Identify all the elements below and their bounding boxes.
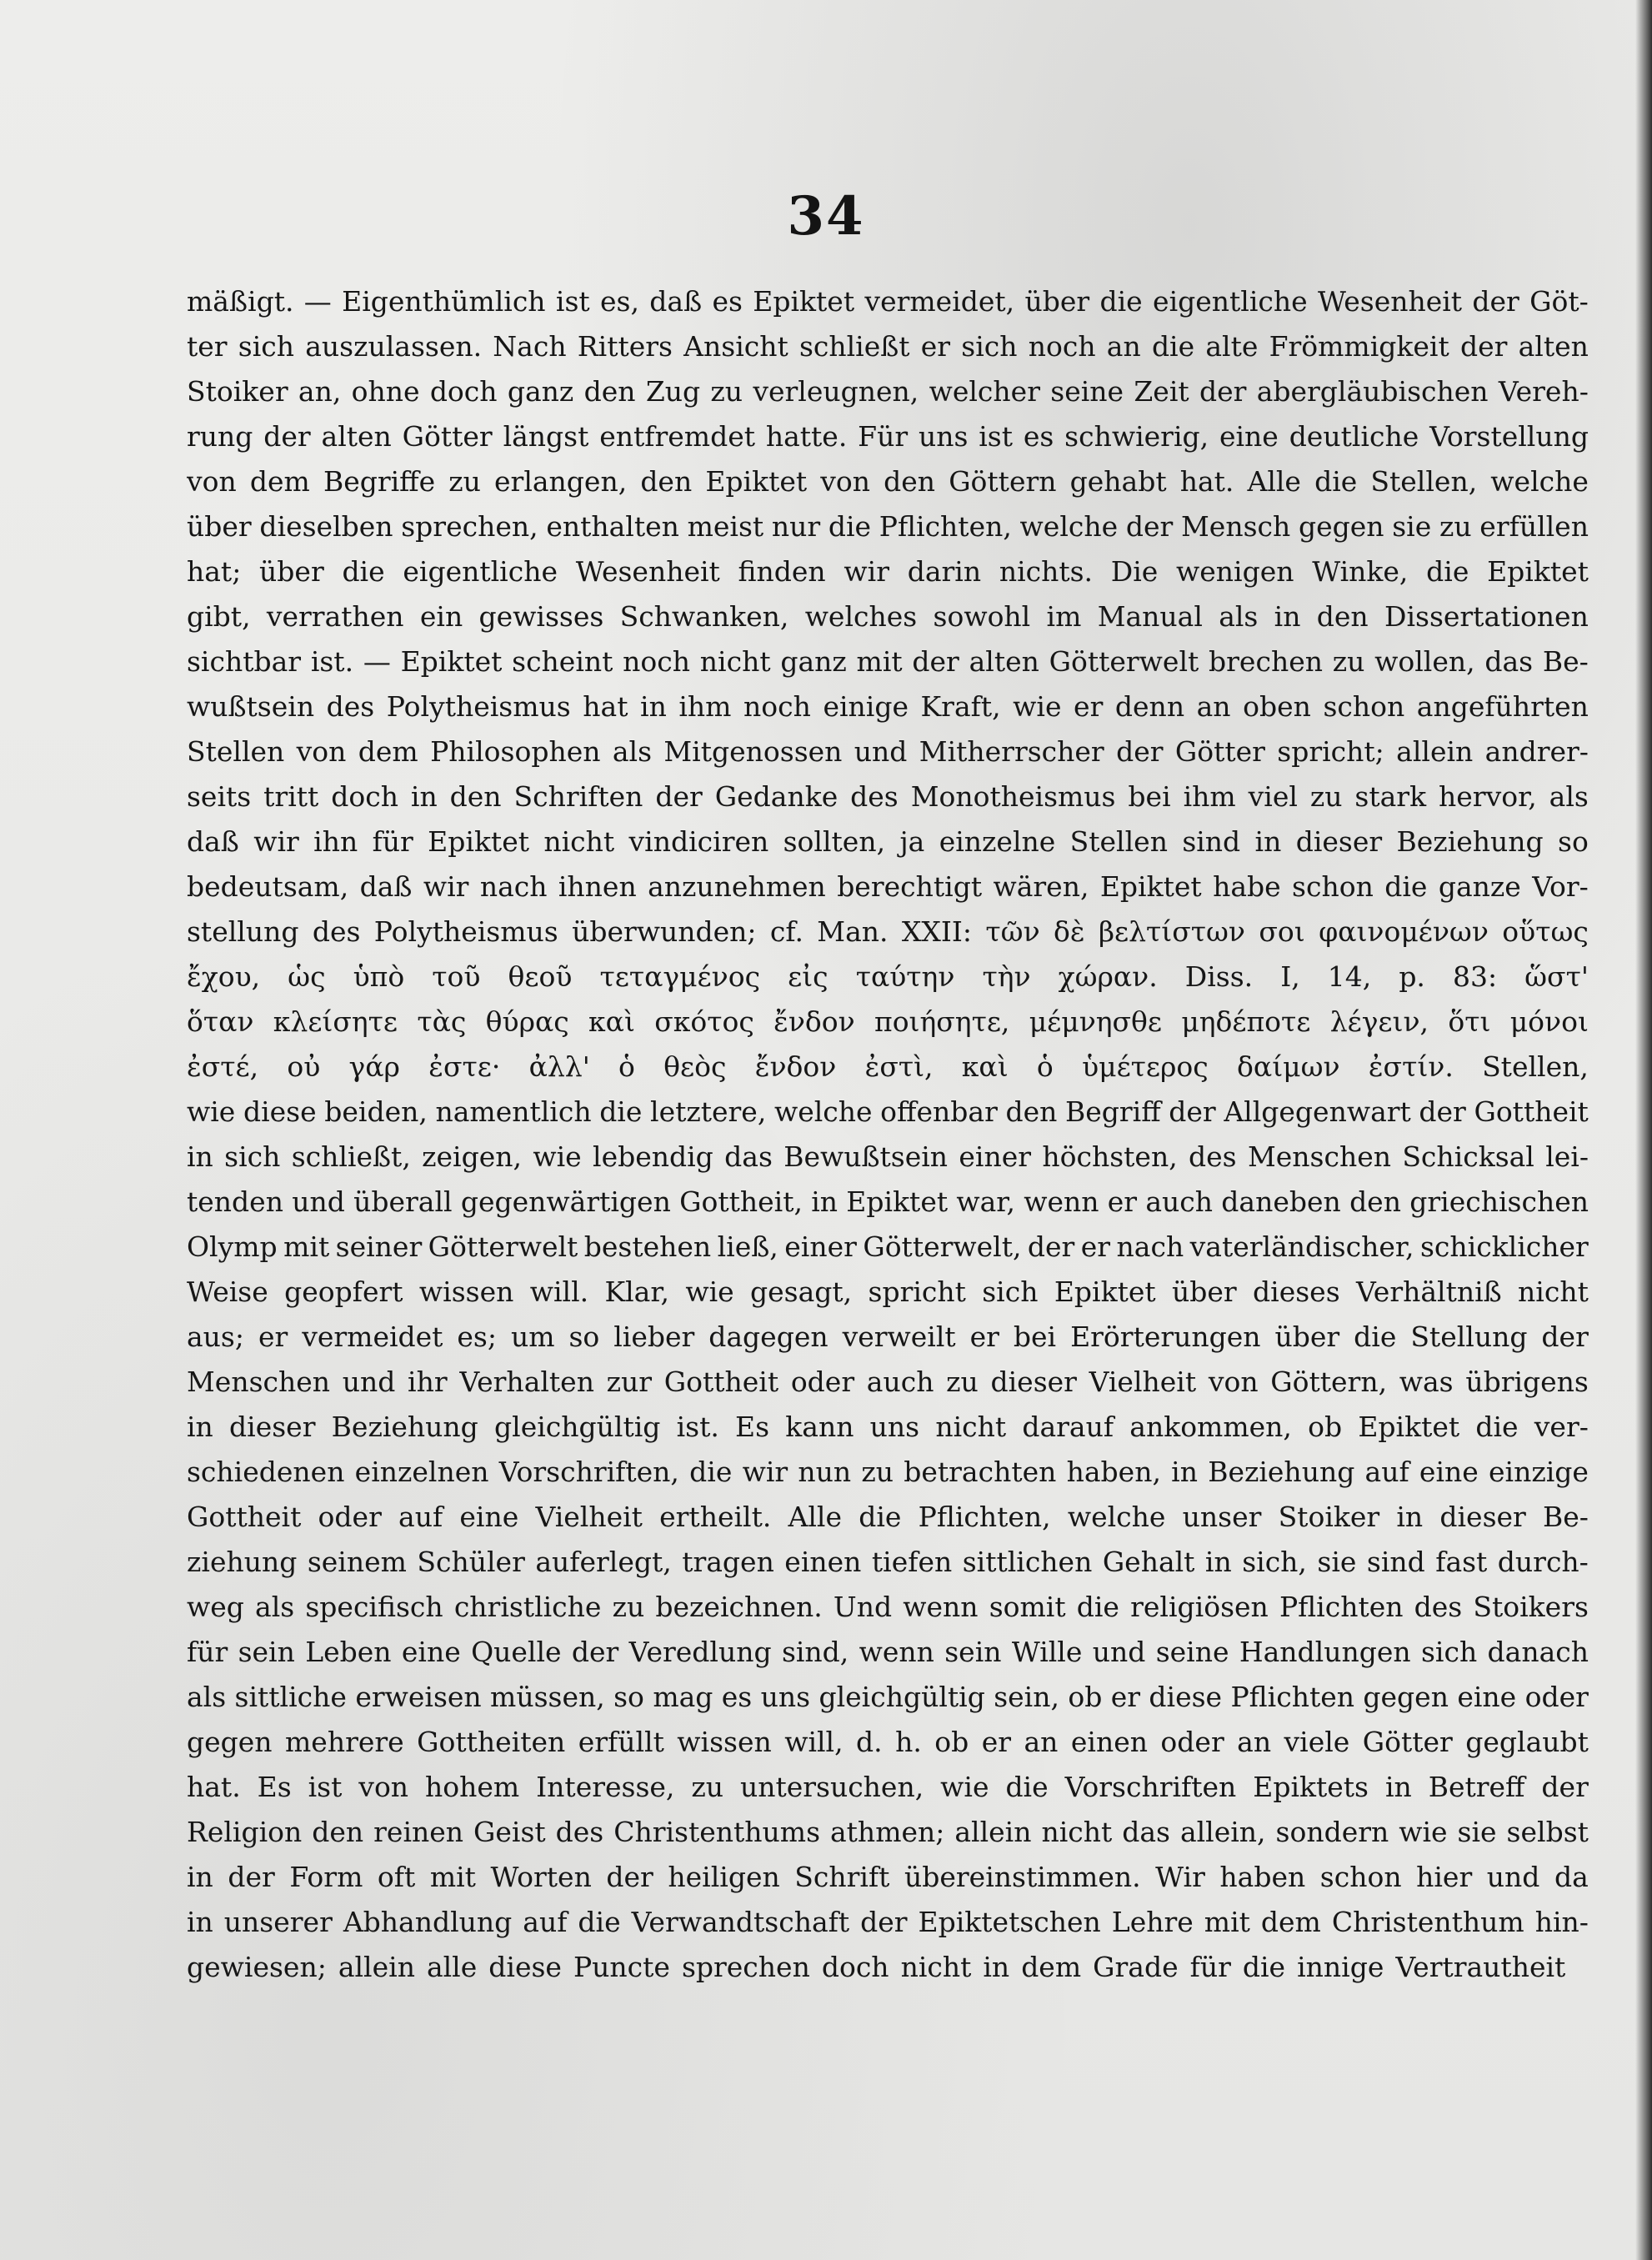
text-line: sichtbar ist. — Epiktet scheint noch nicht ganz mit der alten Götterwelt brechen zu wollen, das Be- [187,645,1589,678]
text-line: mäßigt. — Eigenthümlich ist es, daß es Epiktet vermeidet, über die eigentliche Wesenheit der Göt- [187,285,1589,318]
text-line: Weise geopfert wissen will. Klar, wie gesagt, spricht sich Epiktet über dieses Verhältniß nicht [187,1275,1589,1308]
text-line: weg als specifisch christliche zu bezeichnen. Und wenn somit die religiösen Pflichten des Stoikers [187,1591,1589,1623]
body-text [187,279,1589,1990]
text-line: in sich schließt, zeigen, wie lebendig das Bewußtsein einer höchsten, des Menschen Schicksal lei- [187,1140,1589,1173]
text-line: in dieser Beziehung gleichgültig ist. Es kann uns nicht darauf ankommen, ob Epiktet die ver- [187,1411,1589,1443]
text-line: gegen mehrere Gottheiten erfüllt wissen will, d. h. ob er an einen oder an viele Götter geglaubt [187,1726,1589,1758]
text-line: rung der alten Götter längst entfremdet hatte. Für uns ist es schwierig, eine deutliche Vorstellung [187,420,1589,453]
text-line: als sittliche erweisen müssen, so mag es uns gleichgültig sein, ob er diese Pflichten gegen eine oder [187,1681,1589,1713]
text-line: Religion den reinen Geist des Christenthums athmen; allein nicht das allein, sondern wie sie selbst [187,1816,1589,1848]
text-line: bedeutsam, daß wir nach ihnen anzunehmen berechtigt wären, Epiktet habe schon die ganze Vor- [187,870,1589,903]
text-line: wußtsein des Polytheismus hat in ihm noch einige Kraft, wie er denn an oben schon angeführten [187,690,1589,723]
text-line: über dieselben sprechen, enthalten meist nur die Pflichten, welche der Mensch gegen sie zu erfüllen [187,510,1589,543]
text-line: aus; er vermeidet es; um so lieber dagegen verweilt er bei Erörterungen über die Stellung der [187,1320,1589,1353]
text-line: Stoiker an, ohne doch ganz den Zug zu verleugnen, welcher seine Zeit der abergläubischen Vereh- [187,375,1589,408]
text-line: tenden und überall gegenwärtigen Gottheit, in Epiktet war, wenn er auch daneben den griechischen [187,1185,1589,1218]
text-line: Olymp mit seiner Götterwelt bestehen ließ, einer Götterwelt, der er nach vaterländischer, schicklicher [187,1230,1589,1263]
text-line: gibt, verrathen ein gewisses Schwanken, welches sowohl im Manual als in den Dissertationen [187,600,1589,633]
text-line: von dem Begriffe zu erlangen, den Epiktet von den Göttern gehabt hat. Alle die Stellen, welche [187,465,1589,498]
text-line: für sein Leben eine Quelle der Veredlung sind, wenn sein Wille und seine Handlungen sich danach [187,1636,1589,1668]
text-line: stellung des Polytheismus überwunden; cf. Man. XXII: τῶν δὲ βελτίστων σοι φαινομένων οὕτως [187,915,1589,948]
text-line: daß wir ihn für Epiktet nicht vindiciren sollten, ja einzelne Stellen sind in dieser Beziehung so [187,825,1589,858]
text-line: ziehung seinem Schüler auferlegt, tragen einen tiefen sittlichen Gehalt in sich, sie sind fast durch- [187,1546,1589,1578]
text-line: Stellen von dem Philosophen als Mitgenossen und Mitherrscher der Götter spricht; allein andrer- [187,735,1589,768]
text-line: hat. Es ist von hohem Interesse, zu untersuchen, wie die Vorschriften Epiktets in Betreff der [187,1771,1589,1803]
text-line: in der Form oft mit Worten der heiligen Schrift übereinstimmen. Wir haben schon hier und da [187,1861,1589,1893]
text-line: schiedenen einzelnen Vorschriften, die wir nun zu betrachten haben, in Beziehung auf eine einzige [187,1456,1589,1488]
text-line: seits tritt doch in den Schriften der Gedanke des Monotheismus bei ihm viel zu stark hervor, als [187,780,1589,813]
text-line: ὅταν κλείσητε τὰς θύρας καὶ σκότος ἔνδον ποιήσητε, μέμνησθε μηδέποτε λέγειν, ὅτι μόνοι [187,1005,1589,1038]
text-line: Menschen und ihr Verhalten zur Gottheit oder auch zu dieser Vielheit von Göttern, was übrigens [187,1366,1589,1398]
text-line: wie diese beiden, namentlich die letztere, welche offenbar den Begriff der Allgegenwart der Gottheit [187,1095,1589,1128]
text-line: ter sich auszulassen. Nach Ritters Ansicht schließt er sich noch an die alte Frömmigkeit der alten [187,330,1589,363]
text-line: ἐστέ, οὐ γάρ ἐστε· ἀλλ' ὁ θεὸς ἔνδον ἐστὶ, καὶ ὁ ὑμέτερος δαίμων ἐστίν. Stellen, [187,1050,1589,1083]
text-line: ἔχου, ὡς ὑπὸ τοῦ θεοῦ τεταγμένος εἰς ταύτην τὴν χώραν. Diss. I, 14, p. 83: ὥστ' [187,960,1589,993]
text-line: gewiesen; allein alle diese Puncte sprechen doch nicht in dem Grade für die innige Vertrautheit [187,1951,1566,1983]
page-edge-shadow [1635,0,1652,2260]
text-line: Gottheit oder auf eine Vielheit ertheilt. Alle die Pflichten, welche unser Stoiker in dieser Be- [187,1501,1589,1533]
page-number: 34 [787,185,865,248]
text-line: in unserer Abhandlung auf die Verwandtschaft der Epiktetschen Lehre mit dem Christenthum hin- [187,1906,1589,1938]
text-line: hat; über die eigentliche Wesenheit finden wir darin nichts. Die wenigen Winke, die Epiktet [187,555,1589,588]
